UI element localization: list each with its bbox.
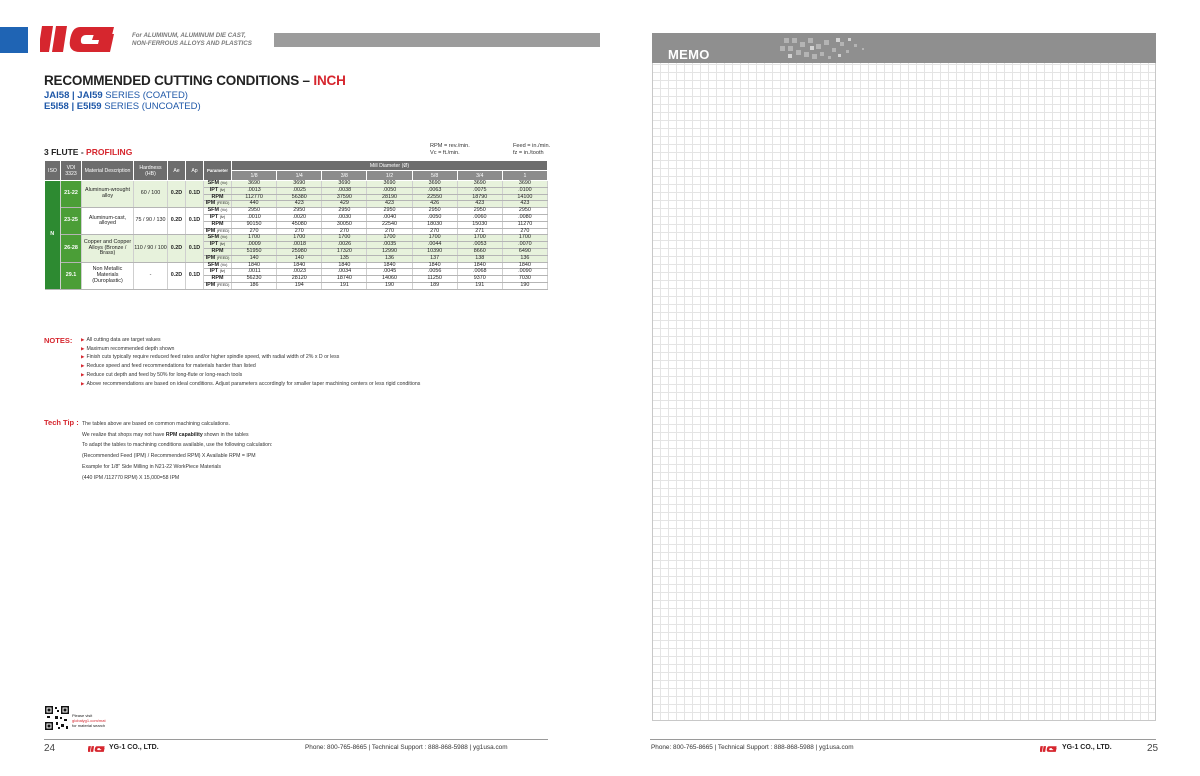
iso-group: N: [45, 181, 61, 290]
page-number-right: 25: [1147, 743, 1159, 754]
value-cell: .0044: [412, 242, 457, 249]
value-cell: .0038: [322, 187, 367, 194]
yg1-logo-icon: [40, 24, 120, 54]
value-cell: 22540: [367, 221, 412, 228]
tech-tip-label: Tech Tip :: [44, 418, 79, 427]
value-cell: 423: [502, 201, 547, 208]
page-title: RECOMMENDED CUTTING CONDITIONS – INCH: [44, 73, 346, 88]
value-cell: 423: [367, 201, 412, 208]
vdi-code: 26-28: [61, 235, 82, 262]
note-item: ▶ Finish cuts typically require reduced feed rates and/or higher spindle speed, with radial width of 2% x D or less: [81, 353, 420, 362]
value-cell: .0060: [457, 214, 502, 221]
ae-value: 0.2D: [168, 208, 186, 235]
value-cell: .0013: [232, 187, 277, 194]
ap-value: 0.1D: [186, 262, 204, 289]
value-cell: 10390: [412, 248, 457, 255]
legend-feed: Feed = in./min. fz = in./tooth: [513, 143, 551, 157]
note-item: ▶ Maximum recommended depth shown: [81, 345, 420, 354]
value-cell: 1700: [502, 235, 547, 242]
value-cell: 14100: [502, 194, 547, 201]
value-cell: 190: [367, 282, 412, 289]
header-ae: Ae: [168, 161, 186, 181]
value-cell: .0090: [502, 269, 547, 276]
value-cell: 2950: [277, 208, 322, 215]
value-cell: 137: [412, 255, 457, 262]
parameter-label: IPT (fz): [204, 187, 232, 194]
vdi-code: 23-25: [61, 208, 82, 235]
yg1-footer-logo-icon: [88, 745, 106, 753]
header-mill-diameter: Mill Diameter (Ø): [232, 161, 548, 171]
parameter-label: SFM (Vc): [204, 235, 232, 242]
unit-label: INCH: [313, 73, 346, 88]
value-cell: .0050: [412, 214, 457, 221]
tech-tip-body: The tables above are based on common machining calculations. We realize that shops may not have RPM capability shown in the tables To adapt the tables to machining conditions available, use the following calculation: (Recommended Feed (IPM) / Recommended RPM) X Available RPM = IPM Example for 1/8" Side Milling in N21-22 WorkPiece Materials (440 IPM /112770 RPM) X 15,000=58 IPM: [82, 421, 273, 481]
value-cell: .0068: [457, 269, 502, 276]
ap-value: 0.1D: [186, 235, 204, 262]
hardness: 60 / 100: [134, 181, 168, 208]
value-cell: 17320: [322, 248, 367, 255]
value-cell: 191: [457, 282, 502, 289]
hardness: 75 / 90 / 130: [134, 208, 168, 235]
header-parameter: Parameter: [204, 161, 232, 181]
legend-rpm: RPM = rev./min. Vc = ft./min.: [430, 143, 470, 157]
value-cell: 11270: [502, 221, 547, 228]
parameter-label: IPM (FEED): [204, 201, 232, 208]
value-cell: .0025: [277, 187, 322, 194]
value-cell: 11250: [412, 276, 457, 283]
vdi-code: 29.1: [61, 262, 82, 289]
value-cell: 3690: [277, 181, 322, 188]
header-diameter: 1/2: [367, 171, 412, 181]
header-diameter: 3/4: [457, 171, 502, 181]
value-cell: .0040: [367, 214, 412, 221]
value-cell: .0063: [412, 187, 457, 194]
value-cell: 189: [412, 282, 457, 289]
value-cell: 18790: [457, 194, 502, 201]
parameter-label: IPT (fz): [204, 214, 232, 221]
value-cell: 56230: [232, 276, 277, 283]
header-ap: Ap: [186, 161, 204, 181]
value-cell: .0080: [502, 214, 547, 221]
memo-grid: [652, 33, 1156, 721]
header-diameter: 5/8: [412, 171, 457, 181]
value-cell: 22550: [412, 194, 457, 201]
value-cell: 3690: [457, 181, 502, 188]
value-cell: 2950: [322, 208, 367, 215]
yg1-footer-logo-icon-right: [1040, 745, 1058, 753]
parameter-label: SFM (Vc): [204, 262, 232, 269]
header-tagline: For ALUMINUM, ALUMINUM DIE CAST, NON-FERROUS ALLOYS AND PLASTICS: [132, 32, 252, 47]
pixel-pattern-icon: [780, 36, 870, 62]
value-cell: 18740: [322, 276, 367, 283]
parameter-label: IPM (FEED): [204, 255, 232, 262]
value-cell: 28190: [367, 194, 412, 201]
value-cell: 6490: [502, 248, 547, 255]
page-number-left: 24: [44, 743, 56, 754]
value-cell: .0030: [322, 214, 367, 221]
material-description: Copper and Copper Alloys (Bronze / Brass): [82, 235, 134, 262]
value-cell: .0056: [412, 269, 457, 276]
value-cell: 138: [457, 255, 502, 262]
value-cell: 3690: [412, 181, 457, 188]
header-vdi: VDI 3323: [61, 161, 82, 181]
note-item: ▶ Reduce cut depth and feed by 50% for long-flute or long-reach tools: [81, 371, 420, 380]
material-description: Non Metallic Materials (Duroplastic): [82, 262, 134, 289]
value-cell: 429: [322, 201, 367, 208]
material-description: Aluminum-wrought alloy: [82, 181, 134, 208]
value-cell: 2950: [232, 208, 277, 215]
value-cell: 426: [412, 201, 457, 208]
value-cell: 270: [277, 228, 322, 235]
value-cell: 3690: [322, 181, 367, 188]
value-cell: 136: [367, 255, 412, 262]
material-description: Aluminum-cast, alloyed: [82, 208, 134, 235]
value-cell: 1840: [367, 262, 412, 269]
value-cell: 56380: [277, 194, 322, 201]
footer-company: YG-1 CO., LTD.: [109, 744, 159, 751]
value-cell: 2950: [457, 208, 502, 215]
parameter-label: RPM: [204, 276, 232, 283]
header-diameter: 1/4: [277, 171, 322, 181]
value-cell: .0075: [457, 187, 502, 194]
value-cell: 140: [277, 255, 322, 262]
section-title: 3 FLUTE - PROFILING: [44, 147, 133, 157]
notes-list: [81, 336, 420, 388]
value-cell: 14060: [367, 276, 412, 283]
value-cell: 1700: [412, 235, 457, 242]
value-cell: 9370: [457, 276, 502, 283]
hardness: -: [134, 262, 168, 289]
value-cell: 51950: [232, 248, 277, 255]
value-cell: 7030: [502, 276, 547, 283]
footer-contact: Phone: 800-765-8665 | Technical Support : 888-868-5988 | yg1usa.com: [305, 744, 508, 751]
qr-code-icon[interactable]: [44, 705, 70, 731]
value-cell: 270: [232, 228, 277, 235]
value-cell: .0026: [322, 242, 367, 249]
value-cell: 194: [277, 282, 322, 289]
value-cell: .0035: [367, 242, 412, 249]
value-cell: 1700: [457, 235, 502, 242]
value-cell: 1700: [367, 235, 412, 242]
header-diameter: 3/8: [322, 171, 367, 181]
note-item: ▶ Above recommendations are based on ideal conditions. Adjust parameters accordingly for smaller taper machining centers or less rigid conditions: [81, 380, 420, 389]
value-cell: 191: [322, 282, 367, 289]
value-cell: .0023: [277, 269, 322, 276]
hardness: 110 / 90 / 100: [134, 235, 168, 262]
value-cell: 1840: [277, 262, 322, 269]
value-cell: .0053: [457, 242, 502, 249]
value-cell: 186: [232, 282, 277, 289]
value-cell: 45080: [277, 221, 322, 228]
page-edge-tab: [0, 27, 28, 53]
series-coated: JAI58 | JAI59 SERIES (COATED): [44, 90, 188, 101]
value-cell: 12990: [367, 248, 412, 255]
value-cell: .0034: [322, 269, 367, 276]
header-material: Material Description: [82, 161, 134, 181]
value-cell: 8660: [457, 248, 502, 255]
value-cell: 1840: [412, 262, 457, 269]
value-cell: .0010: [232, 214, 277, 221]
value-cell: 440: [232, 201, 277, 208]
header-bar: [274, 33, 600, 47]
footer-divider: [44, 739, 548, 740]
value-cell: 3690: [232, 181, 277, 188]
value-cell: .0070: [502, 242, 547, 249]
value-cell: 18030: [412, 221, 457, 228]
value-cell: 1700: [277, 235, 322, 242]
series-uncoated: E5I58 | E5I59 SERIES (UNCOATED): [44, 101, 201, 112]
ap-value: 0.1D: [186, 208, 204, 235]
value-cell: 1840: [322, 262, 367, 269]
note-item: ▶ Reduce speed and feed recommendations for materials harder than listed: [81, 362, 420, 371]
value-cell: 1700: [322, 235, 367, 242]
value-cell: 270: [412, 228, 457, 235]
parameter-label: RPM: [204, 221, 232, 228]
memo-header: [652, 33, 1156, 63]
ae-value: 0.2D: [168, 181, 186, 208]
parameter-label: IPM (FEED): [204, 228, 232, 235]
value-cell: 2950: [502, 208, 547, 215]
header-iso: ISO: [45, 161, 61, 181]
value-cell: 90150: [232, 221, 277, 228]
value-cell: 1700: [232, 235, 277, 242]
memo-title: MEMO: [668, 47, 710, 62]
parameter-label: IPT (fz): [204, 242, 232, 249]
qr-caption: Please visit globalyg1.com/mat for material search: [72, 713, 106, 728]
value-cell: 2950: [367, 208, 412, 215]
value-cell: 270: [502, 228, 547, 235]
value-cell: 270: [367, 228, 412, 235]
value-cell: 1840: [232, 262, 277, 269]
parameter-label: IPM (FEED): [204, 282, 232, 289]
value-cell: .0045: [367, 269, 412, 276]
value-cell: 2950: [412, 208, 457, 215]
parameter-label: RPM: [204, 194, 232, 201]
value-cell: .0100: [502, 187, 547, 194]
value-cell: 140: [232, 255, 277, 262]
value-cell: .0020: [277, 214, 322, 221]
footer-contact-right: Phone: 800-765-8665 | Technical Support : 888-868-5988 | yg1usa.com: [651, 744, 854, 751]
value-cell: 190: [502, 282, 547, 289]
notes-label: NOTES:: [44, 336, 73, 345]
value-cell: 136: [502, 255, 547, 262]
vdi-code: 21-22: [61, 181, 82, 208]
value-cell: 1840: [502, 262, 547, 269]
ap-value: 0.1D: [186, 181, 204, 208]
value-cell: 423: [457, 201, 502, 208]
value-cell: 25980: [277, 248, 322, 255]
value-cell: .0011: [232, 269, 277, 276]
value-cell: 423: [277, 201, 322, 208]
ae-value: 0.2D: [168, 262, 186, 289]
value-cell: 3690: [367, 181, 412, 188]
value-cell: 30050: [322, 221, 367, 228]
value-cell: 1840: [457, 262, 502, 269]
value-cell: 15030: [457, 221, 502, 228]
value-cell: 37590: [322, 194, 367, 201]
parameter-label: RPM: [204, 248, 232, 255]
value-cell: 28120: [277, 276, 322, 283]
value-cell: 135: [322, 255, 367, 262]
value-cell: 3690: [502, 181, 547, 188]
header-hardness: Hardness (HB): [134, 161, 168, 181]
cutting-conditions-table: [44, 160, 548, 290]
value-cell: .0018: [277, 242, 322, 249]
header-diameter: 1/8: [232, 171, 277, 181]
value-cell: .0009: [232, 242, 277, 249]
footer-company-right: YG-1 CO., LTD.: [1062, 744, 1112, 751]
parameter-label: SFM (Vc): [204, 208, 232, 215]
value-cell: 271: [457, 228, 502, 235]
note-item: ▶ All cutting data are target values: [81, 336, 420, 345]
parameter-label: IPT (fz): [204, 269, 232, 276]
parameter-label: SFM (Vc): [204, 181, 232, 188]
value-cell: 112770: [232, 194, 277, 201]
ae-value: 0.2D: [168, 235, 186, 262]
header-diameter: 1: [502, 171, 547, 181]
value-cell: 270: [322, 228, 367, 235]
value-cell: .0050: [367, 187, 412, 194]
footer-divider-right: [650, 739, 1156, 740]
